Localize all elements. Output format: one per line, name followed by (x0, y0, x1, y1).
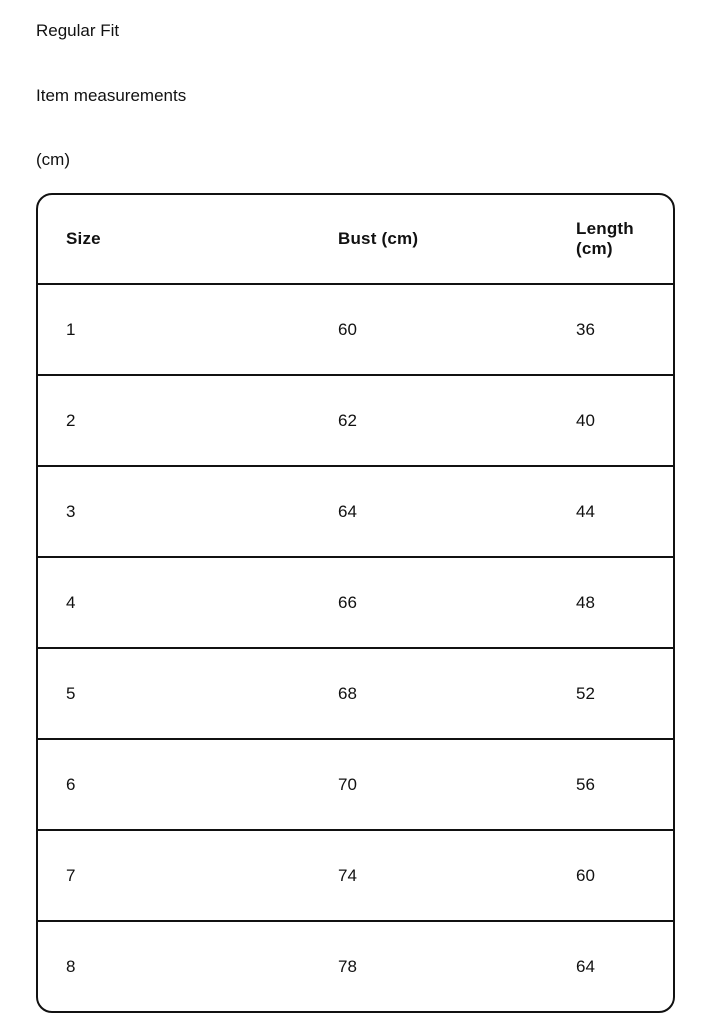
cell-length: 52 (576, 683, 595, 703)
table-header-row (38, 195, 673, 284)
cell-length: 36 (576, 319, 595, 339)
cell-bust: 70 (338, 774, 357, 794)
cell-bust: 74 (338, 865, 357, 885)
table-header (38, 195, 673, 284)
cell-bust: 68 (338, 683, 357, 703)
measurements-table-container (36, 193, 675, 1013)
table-row (38, 830, 673, 921)
column-header-bust: Bust (cm) (338, 229, 419, 248)
section-title: Item measurements (36, 86, 187, 105)
table-row (38, 921, 673, 1011)
table-row (38, 739, 673, 830)
measurements-table (38, 195, 673, 1011)
fit-label: Regular Fit (36, 21, 120, 40)
cell-length: 40 (576, 410, 595, 430)
column-header-length: Length (cm) (576, 219, 634, 258)
cell-length: 60 (576, 865, 595, 885)
table-row (38, 648, 673, 739)
unit-note: (cm) (36, 150, 70, 169)
heading-block (0, 0, 711, 171)
cell-size: 5 (66, 683, 76, 703)
cell-size: 1 (66, 319, 76, 339)
cell-length: 44 (576, 501, 595, 521)
cell-bust: 64 (338, 501, 357, 521)
cell-size: 7 (66, 865, 76, 885)
cell-length: 56 (576, 774, 595, 794)
cell-bust: 78 (338, 956, 357, 976)
cell-length: 64 (576, 956, 595, 976)
cell-bust: 60 (338, 319, 357, 339)
cell-size: 8 (66, 956, 76, 976)
table-row (38, 375, 673, 466)
table-row (38, 557, 673, 648)
cell-size: 3 (66, 501, 76, 521)
table-row (38, 284, 673, 375)
table-body (38, 284, 673, 1011)
cell-size: 2 (66, 410, 76, 430)
cell-length: 48 (576, 592, 595, 612)
cell-bust: 62 (338, 410, 357, 430)
column-header-size: Size (66, 229, 101, 248)
cell-bust: 66 (338, 592, 357, 612)
cell-size: 6 (66, 774, 76, 794)
table-row (38, 466, 673, 557)
cell-size: 4 (66, 592, 76, 612)
